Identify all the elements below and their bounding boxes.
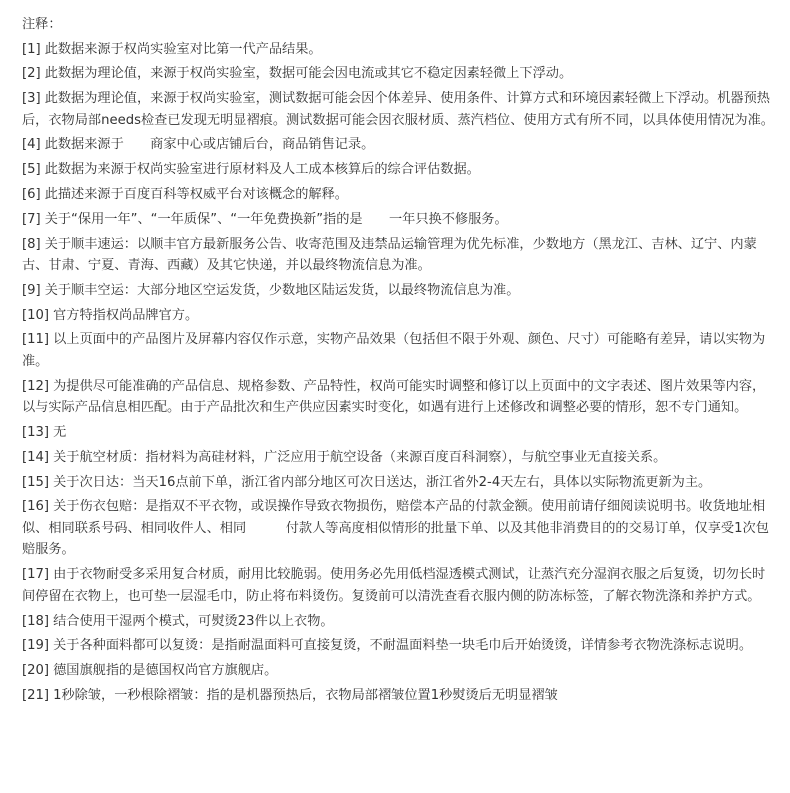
footnote-item	[22, 305, 774, 327]
footnote-number: [14]	[22, 449, 50, 465]
footnote-item	[22, 376, 774, 419]
footnote-number: [3]	[22, 91, 41, 107]
footnote-number: [21]	[22, 687, 50, 703]
footnote-text: 关于次日达：当天16点前下单，浙江省内部分地区可次日送达，浙江省外2-4天左右，具体以实际物流更新为主。	[53, 474, 712, 490]
footnote-number: [6]	[22, 186, 41, 202]
footnote-text: 关于顺丰速运：以顺丰官方最新服务公告、收寄范围及违禁品运输管理为优先标准，少数地方（黑龙江、吉林、辽宁、内蒙古、甘肃、宁夏、青海、西藏）及其它快递，并以最终物流信息为准。	[22, 236, 757, 274]
footnote-text: 此数据来源于 商家中心或店铺后台，商品销售记录。	[44, 137, 375, 153]
footnote-number: [1]	[22, 41, 41, 57]
footnote-text: 官方特指权尚品牌官方。	[53, 307, 199, 323]
footnote-number: [2]	[22, 66, 41, 82]
footnote-item	[22, 88, 774, 131]
footnote-number: [9]	[22, 282, 41, 298]
footnote-text: 由于衣物耐受多采用复合材质，耐用比较脆弱。使用务必先用低档湿透模式测试，让蒸汽充分湿润衣服之后复烫，切勿长时间停留在衣物上，也可垫一层湿毛巾，防止将布料烫伤。复烫前可以清洗查看衣服内侧的防冻标签，了解衣物洗涤和养护方式。	[22, 567, 766, 604]
footnote-item	[22, 63, 774, 85]
footnote-number: [18]	[22, 613, 50, 629]
footnote-text: 关于伤衣包赔：是指双不平衣物，或误操作导致衣物损伤，赔偿本产品的付款金额。使用前请仔细阅读说明书。收货地址相似、相同联系号码、相同收件人、相同 付款人等高度相似情形的批量下单、以及其他非消费目的的交易订单，仅享受1次包赔服务。	[22, 499, 769, 558]
footnote-text: 以上页面中的产品图片及屏幕内容仅作示意，实物产品效果（包括但不限于外观、颜色、尺寸）可能略有差异，请以实物为准。	[22, 332, 766, 369]
footnote-number: [16]	[22, 499, 50, 515]
footnotes-document	[22, 14, 774, 710]
footnote-number: [20]	[22, 663, 50, 679]
footnotes-list	[22, 39, 774, 707]
footnote-number: [10]	[22, 307, 50, 323]
footnote-number: [17]	[22, 567, 50, 583]
footnotes-title: 注释：	[22, 17, 62, 32]
footnote-text: 关于“保用一年”、“一年质保”、“一年免费换新”指的是 一年只换不修服务。	[44, 211, 508, 227]
footnote-item	[22, 234, 774, 277]
footnote-item	[22, 447, 774, 469]
footnote-item	[22, 280, 774, 302]
footnote-item	[22, 39, 774, 61]
footnote-number: [8]	[22, 236, 41, 252]
footnote-item	[22, 134, 774, 156]
footnote-item	[22, 611, 774, 633]
footnote-text: 关于顺丰空运：大部分地区空运发货，少数地区陆运发货，以最终物流信息为准。	[44, 282, 520, 298]
footnote-number: [4]	[22, 137, 41, 153]
footnote-number: [5]	[22, 162, 41, 178]
footnote-item	[22, 660, 774, 682]
footnote-item	[22, 496, 774, 561]
footnote-text: 无	[53, 425, 67, 441]
footnote-item	[22, 329, 774, 372]
footnote-number: [13]	[22, 425, 50, 441]
footnote-text: 1秒除皱，一秒根除褶皱：指的是机器预热后，衣物局部褶皱位置1秒熨烫后无明显褶皱	[53, 687, 558, 703]
footnote-text: 此数据为理论值，来源于权尚实验室，数据可能会因电流或其它不稳定因素轻微上下浮动。	[44, 66, 573, 82]
footnote-item	[22, 472, 774, 494]
footnote-number: [12]	[22, 378, 50, 394]
footnote-item	[22, 159, 774, 181]
footnote-number: [19]	[22, 638, 50, 654]
footnote-text: 为提供尽可能准确的产品信息、规格参数、产品特性，权尚可能实时调整和修订以上页面中的文字表述、图片效果等内容，以与实际产品信息相匹配。由于产品批次和生产供应因素实时变化，如遇有进行上述修改和调整必要的情形，恕不专门通知。	[22, 378, 766, 416]
footnote-item	[22, 564, 774, 607]
footnote-number: [11]	[22, 332, 50, 348]
footnote-text: 此数据为来源于权尚实验室进行原材料及人工成本核算后的综合评估数据。	[44, 162, 480, 178]
footnote-text: 此数据为理论值，来源于权尚实验室，测试数据可能会因个体差异、使用条件、计算方式和环境因素轻微上下浮动。机器预热后，衣物局部needs检查已发现无明显褶痕。测试数据可能会因衣服材质、蒸汽档位、使用方式有所不同，以具体使用情况为准。	[22, 91, 774, 128]
footnote-item	[22, 635, 774, 657]
footnote-text: 关于航空材质：指材料为高硅材料，广泛应用于航空设备（来源百度百科洞察），与航空事业无直接关系。	[53, 449, 667, 465]
footnote-text: 德国旗舰指的是德国权尚官方旗舰店。	[53, 663, 278, 679]
footnote-item	[22, 184, 774, 206]
footnote-item	[22, 209, 774, 231]
footnote-number: [15]	[22, 474, 50, 490]
footnote-text: 此描述来源于百度百科等权威平台对该概念的解释。	[44, 186, 348, 202]
footnote-number: [7]	[22, 211, 41, 227]
footnote-item	[22, 685, 774, 707]
footnote-text: 结合使用干湿两个模式，可熨烫23件以上衣物。	[53, 613, 334, 629]
footnote-text: 此数据来源于权尚实验室对比第一代产品结果。	[44, 41, 322, 57]
footnote-text: 关于各种面料都可以复烫：是指耐温面料可直接复烫，不耐温面料垫一块毛巾后开始烫烫，详情参考衣物洗涤标志说明。	[53, 638, 753, 654]
footnote-item	[22, 422, 774, 444]
